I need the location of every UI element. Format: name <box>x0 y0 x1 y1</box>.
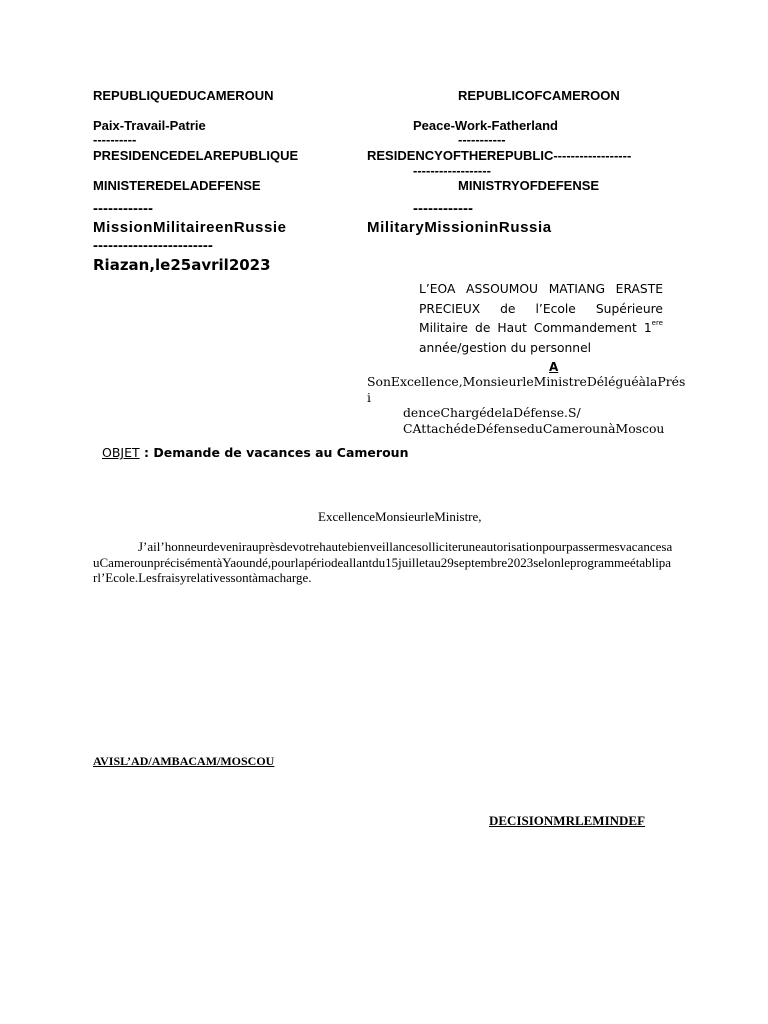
country-name-fr: REPUBLIQUEDUCAMEROUN <box>93 88 274 103</box>
letter-body: J’ail’honneurdevenirauprèsdevotrehautebienveillancesolliciteruneautorisationpourpassermesvacancesauCamerounprécisémentàYaoundé,pourlapériodeallantdu15juilletau29septembre2023selonleprogrammeétabliparl’Ecole.Lesfraisyrelativessontàmacharge. <box>93 539 673 585</box>
salutation: ExcellenceMonsieurleMinistre, <box>318 509 482 524</box>
subject-line <box>102 445 408 461</box>
addressee-line-3: CAttachédeDéfenseduCamerounàMoscou <box>403 420 665 436</box>
ambassador-opinion: AVISL’AD/AMBACAM/MOSCOU <box>93 754 275 768</box>
addressee-line-2: denceChargédelaDéfense.S/ <box>403 405 581 420</box>
motto-en: Peace-Work-Fatherland <box>413 118 558 133</box>
minister-decision: DECISIONMRLEMINDEF <box>489 813 646 828</box>
addressee-to: A <box>549 360 559 374</box>
separator-fr-2: ------------ <box>93 200 153 217</box>
presidency-en: RESIDENCYOFTHEREPUBLIC------------------ <box>367 148 632 163</box>
separator-fr-1: ---------- <box>93 132 137 147</box>
presidency-en-continued: ------------------ <box>413 163 491 178</box>
ministry-fr: MINISTEREDELADEFENSE <box>93 178 261 193</box>
ministry-en: MINISTRYOFDEFENSE <box>458 178 600 193</box>
separator-fr-3: ------------------------ <box>93 237 213 254</box>
separator-en-1: ----------- <box>458 132 506 147</box>
motto-fr: Paix-Travail-Patrie <box>93 118 206 133</box>
presidency-fr: PRESIDENCEDELAREPUBLIQUE <box>93 148 299 163</box>
sender-text: L’EOA ASSOUMOU MATIANG ERASTE PRECIEUX de l’Ecole Supérieure Militaire de Haut Commandement 1 <box>419 282 663 335</box>
mission-en: MilitaryMissioninRussia <box>367 219 552 236</box>
sender-text-cont: année/gestion du personnel <box>419 340 592 355</box>
separator-en-2: ------------ <box>413 200 473 217</box>
subject-label: OBJET <box>102 445 140 460</box>
addressee-block <box>367 374 689 436</box>
mission-fr: MissionMilitaireenRussie <box>93 219 287 236</box>
addressee-line-1: SonExcellence,MonsieurleMinistreDéléguéàlaPrési <box>367 374 686 405</box>
subject-colon: : <box>139 445 154 460</box>
place-date: Riazan,le25avril2023 <box>93 256 271 274</box>
sender-block <box>419 280 663 358</box>
country-name-en: REPUBLICOFCAMEROON <box>458 88 620 103</box>
subject-text: Demande de vacances au Cameroun <box>153 445 409 460</box>
sender-superscript: ere <box>651 319 663 327</box>
